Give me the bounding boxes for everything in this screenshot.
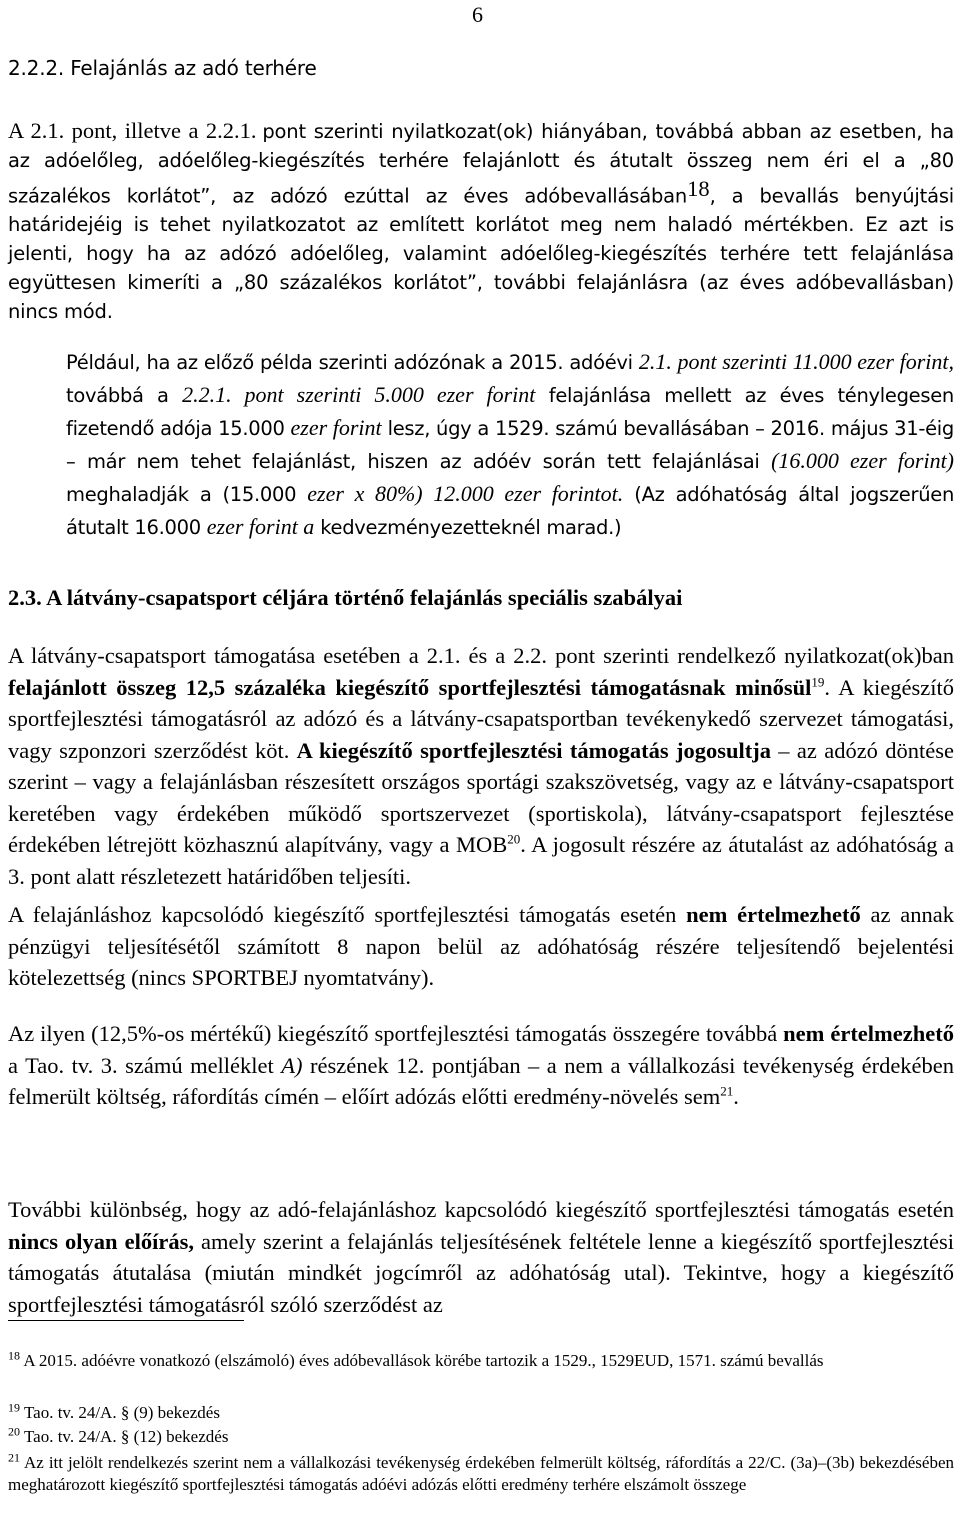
footnote-ref-18: 18 xyxy=(687,176,710,201)
footnote-ref-21: 21 xyxy=(720,1083,734,1099)
p3-text-c: az annak pénzügyi teljesítésétől számított 8 napon belül az adóhatóság részére teljesítendő bejelentési kötelezettség (nincs SPORTBEJ nyomtatvány). xyxy=(8,902,955,990)
section-heading-2-3: 2.3. A látvány-csapatsport céljára történő felajánlás speciális szabályai xyxy=(8,585,683,610)
footnote-21 xyxy=(8,1452,954,1496)
page-number: 6 xyxy=(472,2,483,27)
p4-text-a: Az ilyen (12,5%-os mértékű) kiegészítő sportfejlesztési támogatás összegére továbbá xyxy=(8,1021,778,1046)
p5-bold-b: nincs olyan előírás, xyxy=(8,1228,194,1254)
p4-text-c: a Tao. tv. 3. számú melléklet xyxy=(8,1052,274,1078)
p4-italic-d: A) xyxy=(281,1052,303,1078)
footnote-text: Tao. tv. 24/A. § (9) bekezdés xyxy=(23,1403,220,1422)
example-italic-1: 2.1. pont szerinti 11.000 ezer forint, xyxy=(638,349,954,374)
footnote-ref-19: 19 xyxy=(811,674,825,689)
footnote-number: 20 xyxy=(8,1424,20,1439)
footnote-text: Az itt jelölt rendelkezés szerint nem a vállalkozási tevékenység érdekében felmerült költség, ráfordítás a 22/C. (3a)–(3b) bekezdésében meghatározott kiegészítő sportfejlesztési támogatás adóévi adózás előtti eredmény terhére elszámolt összege xyxy=(8,1453,955,1494)
paragraph-2-3-c xyxy=(8,1018,954,1113)
p4-text-e: részének 12. pontjában – a nem a vállalkozási tevékenység érdekében felmerült költség, ráfordítás címén – előírt adózás előtti eredmény-növelés sem xyxy=(8,1052,955,1109)
footnote-number: 18 xyxy=(8,1348,20,1363)
footnote-number: 19 xyxy=(8,1400,20,1415)
example-text-5: meghaladják a (15.000 xyxy=(66,483,297,506)
footnote-19 xyxy=(8,1402,954,1424)
example-italic-6: ezer forint a xyxy=(206,514,315,539)
footnote-text: Tao. tv. 24/A. § (12) bekezdés xyxy=(23,1427,229,1446)
section-heading-2-2-2: 2.2.2. Felajánlás az adó terhére xyxy=(8,56,317,80)
p2-text-c: . A kiegészítő sportfejlesztési támogatásról az adózó és a látvány-csapatsportban tevékenykedő szervezet támogatási, vagy szponzori szerződést köt. xyxy=(8,674,954,763)
p2-bold-d: A kiegészítő sportfejlesztési támogatás jogosultja xyxy=(296,737,771,763)
footnote-18 xyxy=(8,1350,954,1372)
example-text-6: (Az adóhatóság által jogszerűen átutalt 16.000 xyxy=(66,483,955,539)
example-italic-5: ezer x 80%) 12.000 ezer forintot. xyxy=(307,481,624,506)
footnote-20 xyxy=(8,1426,954,1448)
p5-text-c: amely szerint a felajánlás teljesítésének feltétele lenne a kiegészítő sportfejlesztési támogatás átutalása (miután mindkét jogcímről az adóhatóság utal). Tekintve, hogy a kiegészítő sportfejlesztési támogatásról szóló szerződést az xyxy=(8,1228,954,1317)
example-paragraph xyxy=(66,346,954,544)
footnote-text: A 2015. adóévre vonatkozó (elszámoló) éves adóbevallások körébe tartozik a 1529., 1529EUD, 1571. számú bevallás xyxy=(23,1351,824,1370)
paragraph-2-3-a xyxy=(8,640,954,892)
p2-text-a: A látvány-csapatsport támogatása esetében a 2.1. és a 2.2. pont szerinti rendelkező nyilatkozat(ok)ban xyxy=(8,643,954,668)
example-text-7: kedvezményezetteknél marad.) xyxy=(320,516,622,539)
example-text-4: lesz, úgy a 1529. számú bevallásában – 2016. május 31-éig – már nem tehet felajánlást, hiszen az adóév során tett felajánlásai xyxy=(66,417,954,473)
p4-bold-b: nem értelmezhető xyxy=(783,1021,955,1046)
p4-text-f: . xyxy=(733,1084,739,1109)
example-italic-2: 2.2.1. pont szerinti 5.000 ezer forint xyxy=(182,382,536,407)
p2-text-e: – az adózó döntése szerint – vagy a felajánlásban részesített országos sportági szakszövetség, vagy az e látvány-csapatsport keretében vagy érdekében működő sportszervezet (sportiskola), látvány-csapatsport fejlesztése érdekében létrejött közhasznú alapítvány, vagy a MOB xyxy=(8,737,955,857)
paragraph-2-3-b xyxy=(8,899,954,994)
p2-bold-b: felajánlott összeg 12,5 százaléka kiegészítő sportfejlesztési támogatásnak minősül xyxy=(8,674,812,700)
paragraph-body-b: , a bevallás benyújtási határidejéig is tehet nyilatkozatot az említett korlátot meg nem haladó mértékben. Ez azt is jelenti, hogy ha az adózó adóelőleg, valamint adóelőleg-kiegészítés terhére tett felajánlása együttesen kimeríti a „80 százalékos korlátot”, további felajánlásra (az éves adóbevallásban) nincs mód. xyxy=(8,184,954,324)
p2-text-f: . A jogosult részére az átutalást az adóhatóság a 3. pont alatt részletezett határidőben teljesíti. xyxy=(8,832,954,889)
paragraph-lead: A 2.1. pont, illetve a 2.2.1. xyxy=(8,118,257,143)
paragraph-body-a: pont szerinti nyilatkozat(ok) hiányában, továbbá abban az esetben, ha az adóelőleg, adóelőleg-kiegészítés terhére felajánlott és átutalt összeg nem éri el a „80 százalékos korlátot”, az adózó ezúttal az éves adóbevallásában xyxy=(8,120,954,208)
p3-bold-b: nem értelmezhető xyxy=(686,902,861,927)
example-italic-4: (16.000 ezer forint) xyxy=(771,448,955,473)
example-italic-3: ezer forint xyxy=(290,415,382,440)
paragraph-2-3-d xyxy=(8,1194,954,1320)
example-text-3: felajánlása mellett az éves ténylegesen fizetendő adója 15.000 xyxy=(66,384,954,440)
p3-text-a: A felajánláshoz kapcsolódó kiegészítő sportfejlesztési támogatás esetén xyxy=(8,902,677,927)
footnote-number: 21 xyxy=(8,1450,20,1465)
p5-text-a: További különbség, hogy az adó-felajánláshoz kapcsolódó kiegészítő sportfejlesztési támogatás esetén xyxy=(8,1197,954,1222)
example-text-2: továbbá a xyxy=(66,384,169,407)
paragraph-2-2-2 xyxy=(8,117,954,326)
footnote-ref-20: 20 xyxy=(507,831,521,847)
footnote-separator xyxy=(8,1320,244,1321)
example-text-1: Például, ha az előző példa szerinti adózónak a 2015. adóévi xyxy=(66,351,633,374)
